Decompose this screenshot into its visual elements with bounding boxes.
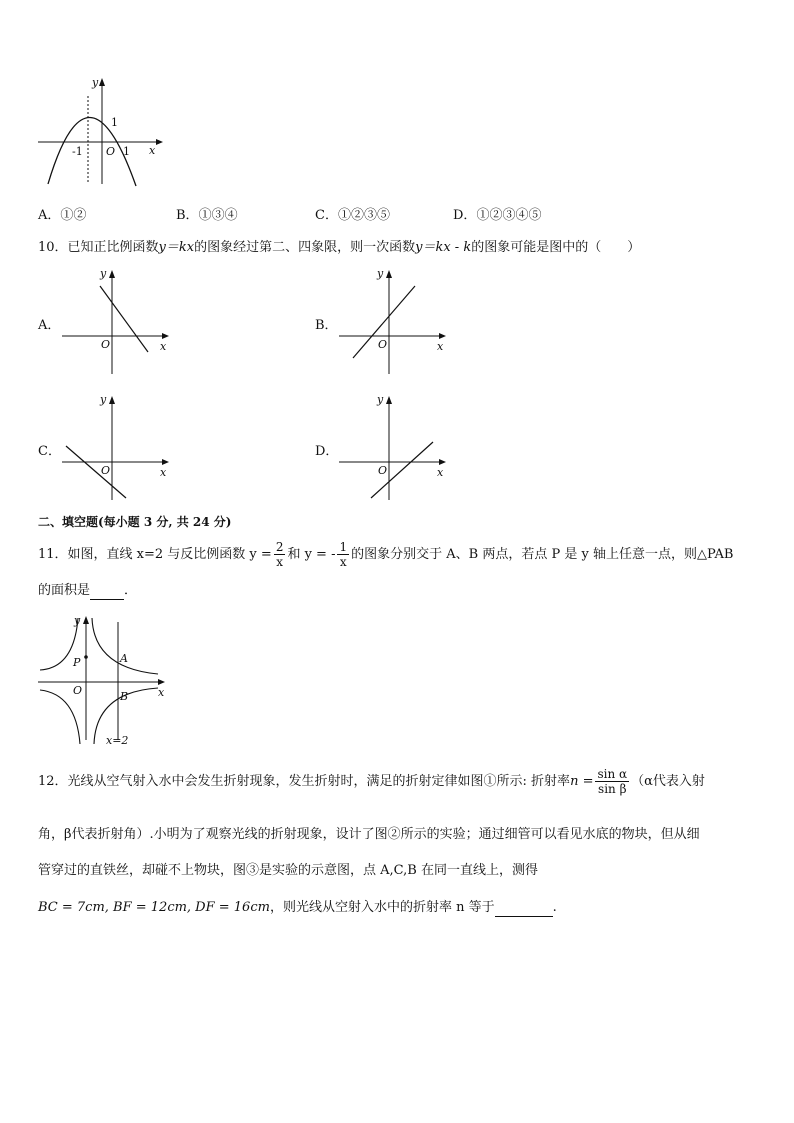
y-axis-arrow (386, 270, 392, 278)
q10-formula-1: y＝kx (158, 240, 195, 255)
x-axis-arrow (162, 459, 169, 465)
graph-label-b: B (120, 690, 129, 703)
graph-label-one-x: 1 (123, 145, 130, 158)
q9-option-d[interactable] (453, 207, 541, 225)
y-axis-arrow (109, 270, 115, 278)
graph-label-x: x (160, 466, 167, 479)
graph-label-y: y (100, 393, 107, 406)
fraction-numerator: sin α (597, 767, 628, 781)
x-axis-arrow (158, 679, 165, 685)
q11-question (38, 538, 733, 572)
y-axis-arrow (83, 616, 89, 624)
graph-label-origin: O (378, 338, 388, 351)
hyperbola-q3 (40, 690, 80, 744)
y-axis-arrow (109, 396, 115, 404)
graph-label-p: P (73, 656, 81, 669)
q10-option-d-letter[interactable]: D． (315, 444, 339, 459)
graph-label-y: y (100, 267, 107, 280)
q11-fraction-2 (337, 540, 349, 569)
q9-option-c[interactable] (315, 207, 390, 225)
graph-label-neg1: -1 (72, 145, 83, 158)
graph-label-line: x=2 (106, 734, 129, 747)
graph-label-origin: O (101, 464, 111, 477)
q11-mid: 和 y = - (287, 547, 336, 562)
option-letter: B． (176, 208, 199, 223)
x-axis-arrow (439, 459, 446, 465)
answer-blank[interactable] (90, 585, 124, 600)
option-text: ①②③⑤ (337, 208, 390, 223)
option-text: ①③④ (198, 208, 238, 223)
graph-label-x: x (158, 686, 165, 699)
q12-line4-text: ，则光线从空射入水中的折射率 n 等于 (269, 900, 495, 915)
q11-line-2 (38, 582, 137, 600)
option-text: ①② (60, 208, 87, 223)
fraction-denominator: sin β (598, 782, 627, 796)
q12-n-equals: n = (570, 774, 594, 789)
fraction-numerator: 2 (275, 540, 284, 554)
q10-option-c-letter[interactable]: C． (38, 444, 61, 459)
q12-refraction-fraction (595, 767, 629, 796)
graph-label-x: x (149, 144, 156, 157)
q11-hyperbola-graph (36, 612, 170, 752)
answer-blank[interactable] (495, 902, 553, 917)
q11-suffix: 的图象分别交于 A、B 两点，若点 P 是 y 轴上任意一点，则△PAB (351, 547, 734, 562)
q9-option-b[interactable] (176, 207, 238, 225)
x-axis-arrow (439, 333, 446, 339)
y-axis-arrow (99, 78, 105, 86)
y-axis-arrow (386, 396, 392, 404)
q10-option-b-letter[interactable]: B． (315, 318, 338, 333)
option-letter: A． (38, 208, 61, 223)
x-axis-arrow (162, 333, 169, 339)
q12-line-4 (38, 899, 557, 917)
option-letter: C． (315, 208, 338, 223)
function-line (66, 446, 126, 498)
q10-question (38, 239, 640, 257)
graph-label-a: A (120, 652, 128, 665)
q12-line1-suffix: （α代表入射 (631, 774, 705, 789)
graph-label-y: y (92, 76, 99, 89)
graph-label-origin: O (101, 338, 111, 351)
fraction-numerator: 1 (339, 540, 348, 554)
q11-line2-text: 的面积是 (38, 583, 91, 598)
graph-label-origin: O (378, 464, 388, 477)
option-letter: D． (453, 208, 477, 223)
q10-suffix: 的图象可能是图中的（ ） (471, 240, 641, 255)
graph-label-y: y (377, 393, 384, 406)
q12-line-1 (38, 762, 705, 802)
q9-parabola-graph (36, 74, 166, 189)
q10-graph-c[interactable] (58, 392, 173, 504)
graph-label-y: y (377, 267, 384, 280)
q12-line-3: 管穿过的直铁丝，却碰不上物块，图③是实验的示意图，点 A,C,B 在同一直线上，测得 (38, 863, 538, 878)
fraction-denominator: x (339, 555, 347, 569)
graph-label-x: x (437, 466, 444, 479)
graph-label-origin: O (73, 684, 83, 697)
q12-line1-prefix: 12．光线从空气射入水中会发生折射现象，发生折射时，满足的折射定律如图①所示: 折射率 (38, 774, 571, 789)
q11-prefix: 11．如图，直线 x=2 与反比例函数 y = (38, 547, 272, 562)
x-axis-arrow (156, 139, 163, 145)
q10-mid: 的图象经过第二、四象限，则一次函数 (194, 240, 416, 255)
fraction-denominator: x (276, 555, 284, 569)
graph-label-x: x (437, 340, 444, 353)
q10-option-a-letter[interactable]: A． (38, 318, 61, 333)
q12-line4-end: . (552, 900, 557, 915)
section-title: 二、填空题(每小题 3 分, 共 24 分) (38, 515, 232, 529)
q10-prefix: 10．已知正比例函数 (38, 240, 159, 255)
q11-fraction-1 (274, 540, 286, 569)
q12-line-2: 角，β代表折射角）.小明为了观察光线的折射现象，设计了图②所示的实验；通过细管可以看见水底的物块，但从细 (38, 827, 700, 842)
hyperbola-q1 (92, 618, 158, 674)
graph-label-origin: O (106, 145, 116, 158)
graph-label-one-y: 1 (111, 116, 118, 129)
q10-formula-2: y＝kx - k (415, 240, 472, 255)
q12-measurements: BC = 7cm, BF = 12cm, DF = 16cm (38, 900, 270, 915)
q10-graph-a[interactable] (58, 266, 173, 378)
graph-label-y: y (74, 614, 81, 627)
point-p (84, 655, 88, 659)
q11-line2-end: ． (124, 583, 138, 598)
option-text: ①②③④⑤ (476, 208, 542, 223)
graph-label-x: x (160, 340, 167, 353)
q9-option-a[interactable] (38, 207, 86, 225)
q10-graph-b[interactable] (335, 266, 450, 378)
q10-graph-d[interactable] (335, 392, 450, 504)
